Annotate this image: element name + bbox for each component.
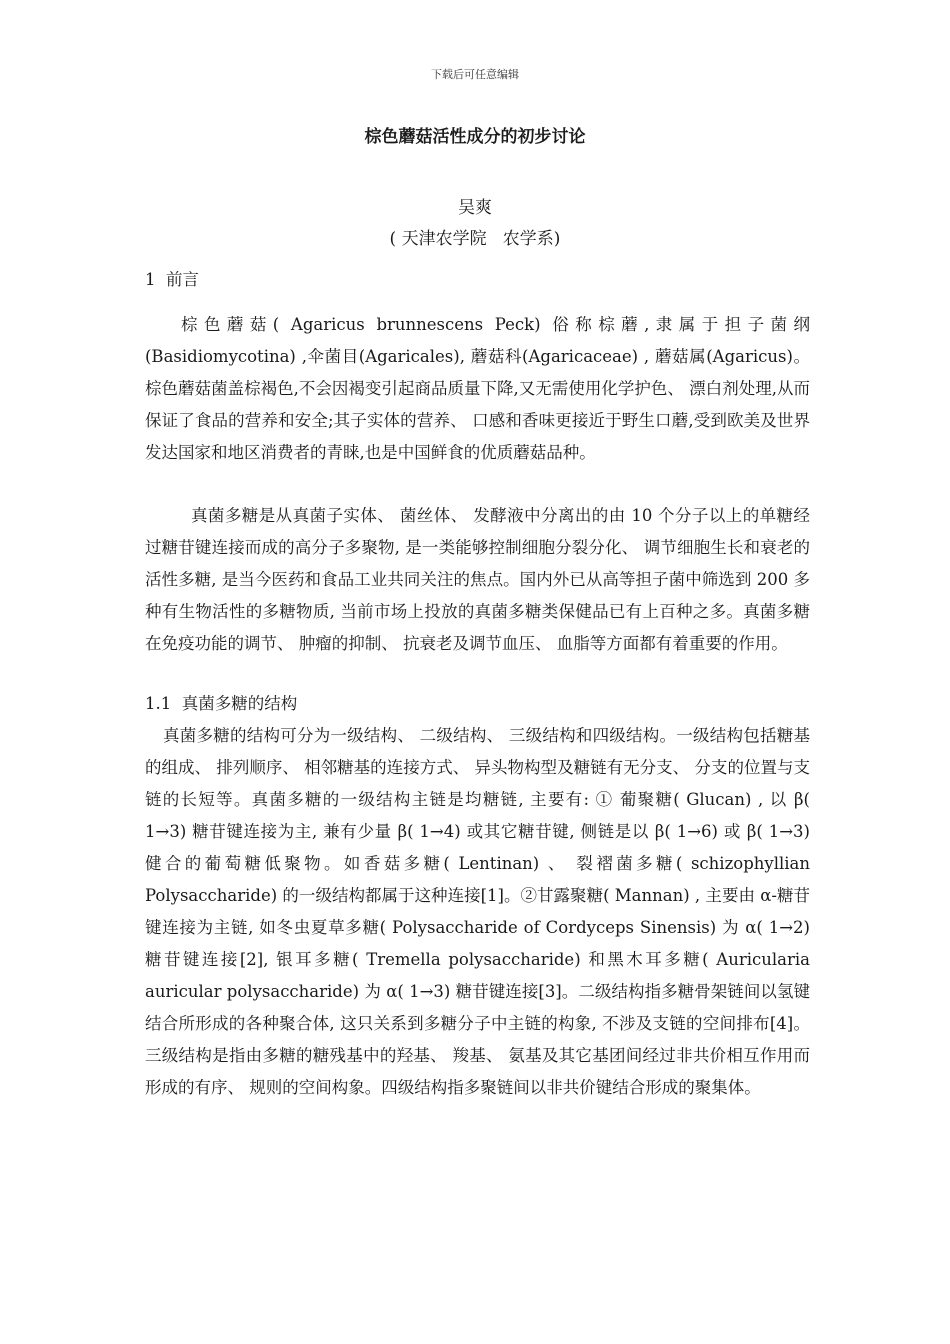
paragraph-text: 真菌多糖是从真菌子实体、 菌丝体、 发酵液中分离出的由 10 个分子以上的单糖经过糖苷键连接而成的高分子多聚物, 是一类能够控制细胞分裂分化、 调节细胞生长和衰老的活性多糖, 是当今医药和食品工业共同关注的焦点。国内外已从高等担子菌中筛选到 200 多种有生物活性的多糖物质, 当前市场上投放的真菌多糖类保健品已有上百种之多。真菌多糖在免疫功能的调节、 肿瘤的抑制、 抗衰老及调节血压、 血脂等方面都有着重要的作用。 [145,506,810,653]
section-heading-intro: 1 前言 [145,270,199,289]
author-affiliation: ( 天津农学院 农学系) [389,229,561,249]
paragraph-intro [145,309,810,469]
header-note: 下载后可任意编辑 [431,68,519,81]
paragraph-structure [145,720,810,1104]
paragraph-text: 真菌多糖的结构可分为一级结构、 二级结构、 三级结构和四级结构。一级结构包括糖基的组成、 排列顺序、 相邻糖基的连接方式、 异头物构型及糖链有无分支、 分支的位置与支链的长短等。真菌多糖的一级结构主链是均糖链, 主要有: ① 葡聚糖( Glucan) , 以 β( 1→3) 糖苷键连接为主, 兼有少量 β( 1→4) 或其它糖苷键, 侧链是以 β( 1→6) 或 β( 1→3) 健合的葡萄糖低聚物。如香菇多糖( Lentinan) 、 裂褶菌多糖( schizophyllian Polysaccharide) 的一级结构都属于这种连接[1]。②甘露聚糖( Mannan) , 主要由 α-糖苷键连接为主链, 如冬虫夏草多糖( Polysaccharide of Cordyceps Sinensis) 为 α( 1→2) 糖苷键连接[2], 银耳多糖( Tremella polysaccharide) 和黑木耳多糖( Auricularia auricular polysaccharide) 为 α( 1→3) 糖苷键连接[3]。二级结构指多糖骨架链间以氢键结合所形成的各种聚合体, 这只关系到多糖分子中主链的构象, 不涉及支链的空间排布[4]。三级结构是指由多糖的糖残基中的羟基、 羧基、 氨基及其它基团间经过非共价相互作用而形成的有序、 规则的空间构象。四级结构指多聚链间以非共价键结合形成的聚集体。 [145,726,810,1097]
paragraph-text: 棕色蘑菇( Agaricus brunnescens Peck) 俗称棕蘑,隶属于担子菌纲(Basidiomycotina) ,伞菌目(Agaricales), 蘑菇科(Agaricaceae) , 蘑菇属(Agaricus)。棕色蘑菇菌盖棕褐色,不会因褐变引起商品质量下降,又无需使用化学护色、 漂白剂处理,从而保证了食品的营养和安全;其子实体的营养、 口感和香味更接近于野生口蘑,受到欧美及世界发达国家和地区消费者的青睐,也是中国鲜食的优质蘑菇品种。 [145,315,810,462]
paragraph-polysaccharide [145,500,810,660]
author-name: 吴爽 [458,198,492,218]
document-title: 棕色蘑菇活性成分的初步讨论 [364,127,586,147]
section-heading-structure: 1.1 真菌多糖的结构 [145,694,298,713]
